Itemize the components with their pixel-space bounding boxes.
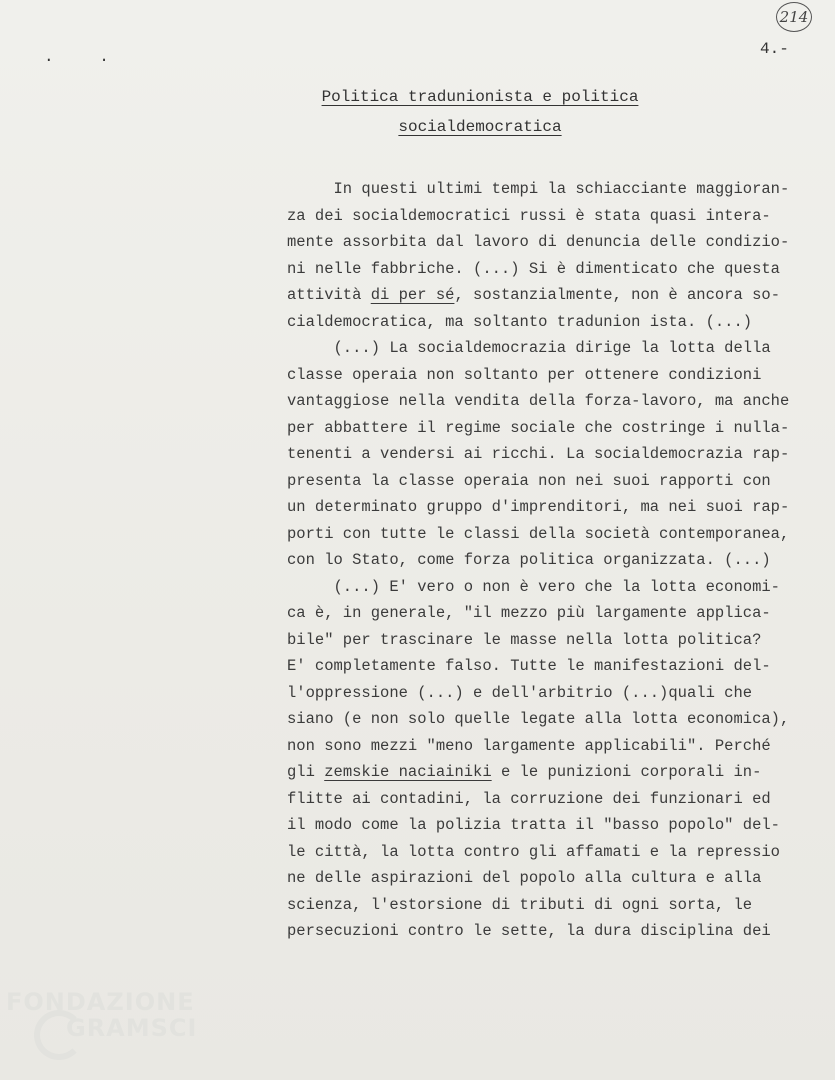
text-line: (...) E' vero o non è vero che la lotta economi- — [287, 577, 780, 596]
body-text — [287, 176, 827, 945]
text-line: le città, la lotta contro gli affamati e la repressio — [287, 842, 780, 861]
text-line: flitte ai contadini, la corruzione dei funzionari ed — [287, 789, 771, 808]
text-line: per abbattere il regime sociale che costringe i nulla- — [287, 418, 790, 437]
text-line: ni nelle fabbriche. (...) Si è dimenticato che questa — [287, 259, 780, 278]
page-number: 4.- — [760, 40, 789, 58]
text-line: siano (e non solo quelle legate alla lotta economica), — [287, 710, 790, 728]
text-line: porti con tutte le classi della società contemporanea, — [287, 524, 790, 543]
text-line: ca è, in generale, "il mezzo più largamente applica- — [287, 604, 771, 622]
underlined-phrase: di per sé — [370, 286, 455, 304]
text-line: tenenti a vendersi ai ricchi. La socialdemocrazia rap- — [287, 445, 790, 463]
text-line-emphasis: gli zemskie naciainiki e le punizioni corporali in- — [287, 763, 762, 781]
title-line-2: socialdemocratica — [398, 118, 562, 136]
text-line: E' completamente falso. Tutte le manifestazioni del- — [287, 657, 771, 675]
text-line: un determinato gruppo d'imprenditori, ma nei suoi rap- — [287, 498, 790, 516]
text-line: classe operaia non soltanto per ottenere condizioni — [287, 365, 762, 384]
watermark-logo: FONDAZIONE GRAMSCI — [0, 988, 210, 1068]
text-line: il modo come la polizia tratta il "basso popolo" del- — [287, 816, 780, 834]
text-line: l'oppressione (...) e dell'arbitrio (...)quali che — [287, 683, 753, 702]
text-line: ne delle aspirazioni del popolo alla cultura e alla — [287, 869, 762, 887]
text-line: bile" per trascinare le masse nella lotta politica? — [287, 630, 762, 649]
text-line: za dei socialdemocratici russi è stata quasi intera- — [287, 206, 771, 225]
text-line: con lo Stato, come forza politica organizzata. (...) — [287, 551, 771, 569]
underlined-phrase: zemskie naciainiki — [324, 763, 492, 781]
text-line-emphasis: attività di per sé, sostanzialmente, non è ancora so- — [287, 286, 780, 304]
text-line: In questi ultimi tempi la schiacciante maggioran- — [287, 180, 790, 198]
text-line: persecuzioni contro le sette, la dura disciplina dei — [287, 922, 771, 940]
text-line: vantaggiose nella vendita della forza-lavoro, ma anche — [287, 392, 790, 410]
text-line: (...) La socialdemocrazia dirige la lotta della — [287, 339, 771, 357]
text-line: mente assorbita dal lavoro di denuncia delle condizio- — [287, 233, 790, 251]
text-line: cialdemocratica, ma soltanto tradunion ista. (...) — [287, 312, 753, 331]
archive-stamp: 214 — [776, 2, 812, 32]
text-line: non sono mezzi "meno largamente applicabili". Perché — [287, 736, 771, 755]
text-line: presenta la classe operaia non nei suoi rapporti con — [287, 471, 771, 490]
margin-dots: . . — [44, 48, 127, 66]
text-line: scienza, l'estorsione di tributi di ogni sorta, le — [287, 895, 753, 914]
title-line-1: Politica tradunionista e politica — [321, 88, 639, 106]
